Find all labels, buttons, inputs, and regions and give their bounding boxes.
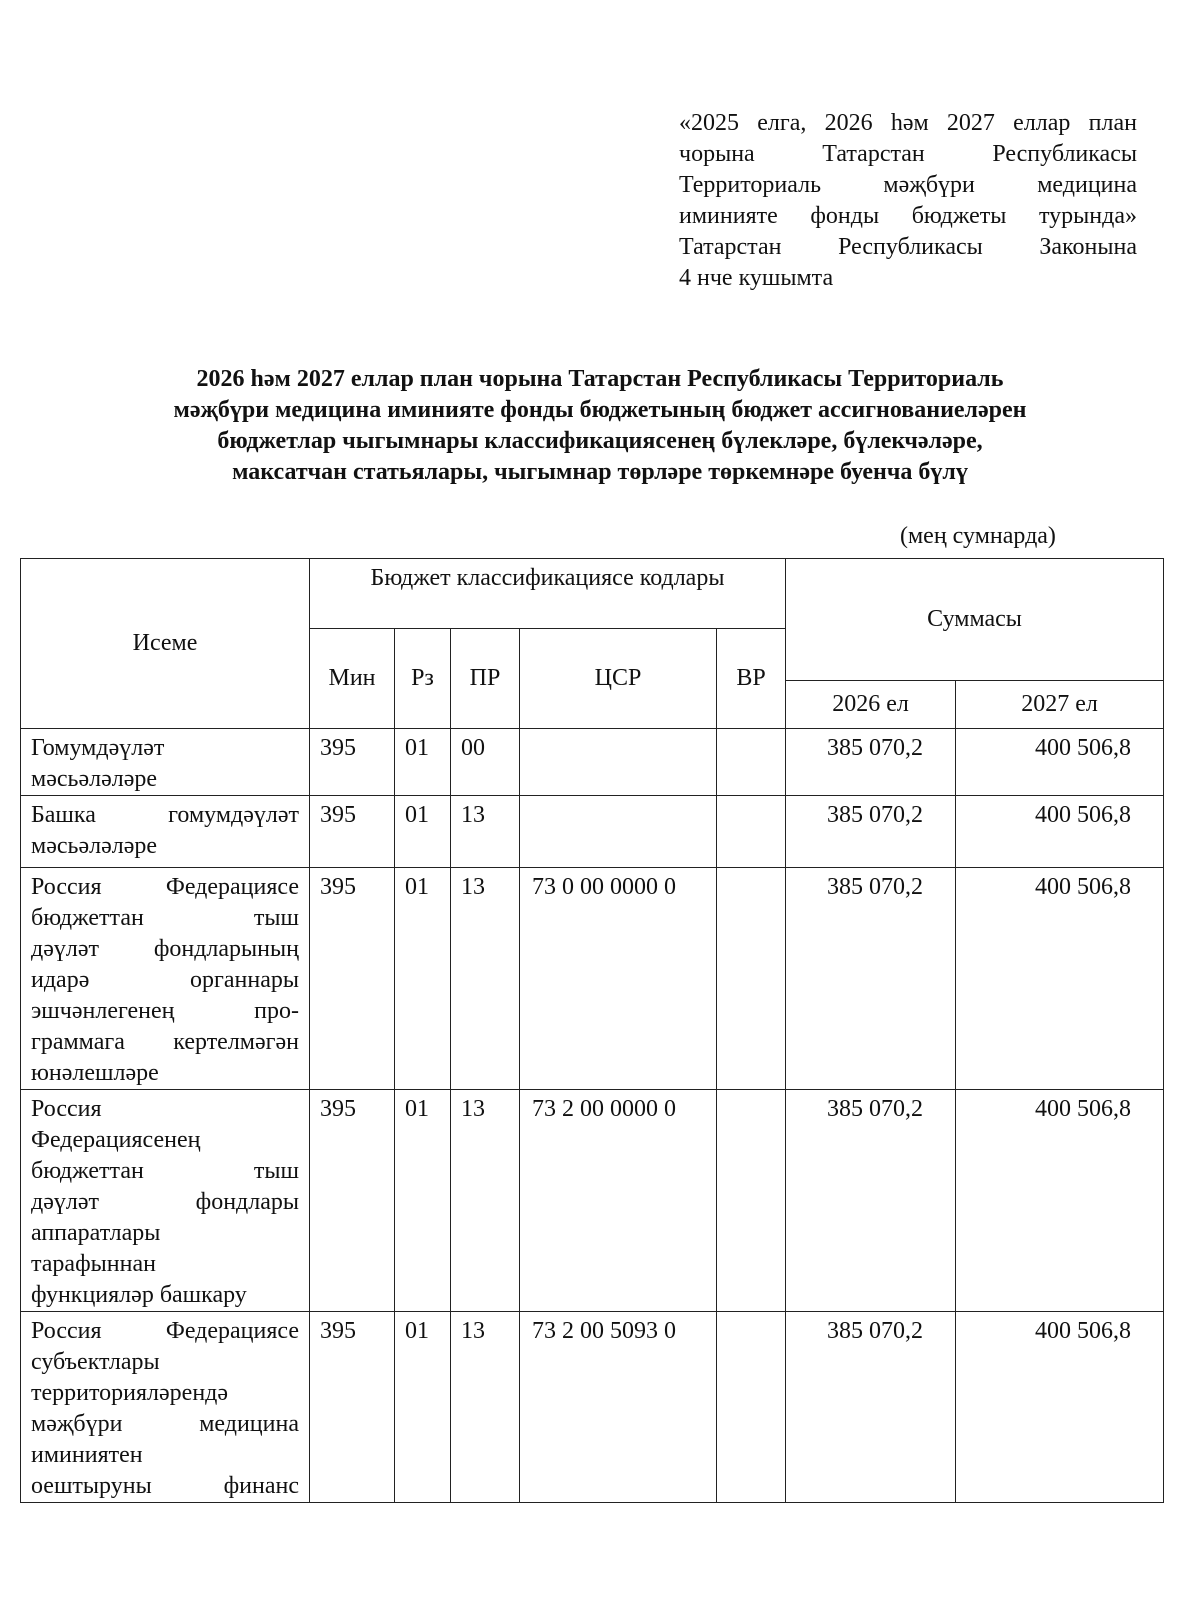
units-note: (мең сумнарда) [900, 523, 1056, 549]
table-row [21, 1312, 1164, 1503]
row-name-line: бюджеттан тыш [31, 1158, 299, 1184]
row-name-line: Россия Федерациясе [31, 874, 299, 900]
appendix-header-line: «2025 елга, 2026 һәм 2027 еллар план [679, 110, 1137, 136]
row-name-line: субъектлары [31, 1349, 160, 1375]
row-name-line: оештыруны финанс [31, 1473, 299, 1499]
appendix-header [679, 108, 1137, 294]
appendix-header-line: Территориаль мәҗбүри медицина [679, 172, 1137, 198]
row-sum-2027: 400 506,8 [956, 729, 1164, 796]
appendix-header-line: иминияте фонды бюджеты турында» [679, 203, 1137, 229]
row-name-line: дәүләт фондлары [31, 1189, 299, 1215]
row-pr: 13 [451, 868, 520, 1090]
row-vr [717, 868, 786, 1090]
row-pr: 13 [451, 1312, 520, 1503]
row-name [21, 729, 310, 796]
row-rz: 01 [395, 796, 451, 868]
row-name-line: дәүләт фондларының [31, 936, 299, 962]
table-row [21, 796, 1164, 868]
row-name [21, 1312, 310, 1503]
row-name-line: мәсьәләләре [31, 833, 157, 859]
header-year-2026: 2026 ел [786, 681, 956, 729]
row-sum-2027: 400 506,8 [956, 868, 1164, 1090]
row-name-line: функцияләр башкару [31, 1282, 247, 1308]
header-sums-group: Суммасы [786, 559, 1164, 681]
row-min: 395 [310, 868, 395, 1090]
row-csr [520, 729, 717, 796]
appendix-header-line: чорына Татарстан Республикасы [679, 141, 1137, 167]
row-rz: 01 [395, 729, 451, 796]
document-title [60, 364, 1140, 488]
row-name-line: бюджеттан тыш [31, 905, 299, 931]
row-pr: 13 [451, 1090, 520, 1312]
table-row [21, 729, 1164, 796]
row-rz: 01 [395, 1312, 451, 1503]
row-csr: 73 2 00 5093 0 [520, 1312, 717, 1503]
row-name-line: мәҗбүри медицина [31, 1411, 299, 1437]
row-sum-2026: 385 070,2 [786, 868, 956, 1090]
row-name-line: Россия Федерациясе [31, 1318, 299, 1344]
row-sum-2026: 385 070,2 [786, 1090, 956, 1312]
row-name [21, 868, 310, 1090]
row-vr [717, 1312, 786, 1503]
row-name-line: территорияләрендә [31, 1380, 229, 1406]
table-row [21, 868, 1164, 1090]
row-name [21, 796, 310, 868]
header-csr: ЦСР [520, 629, 717, 729]
row-min: 395 [310, 1312, 395, 1503]
header-vr: ВР [717, 629, 786, 729]
row-sum-2026: 385 070,2 [786, 729, 956, 796]
row-name-line: Россия [31, 1096, 102, 1122]
budget-table [20, 558, 1164, 1503]
row-pr: 00 [451, 729, 520, 796]
document-title-line: 2026 һәм 2027 еллар план чорына Татарстан Республикасы Территориаль [196, 366, 1004, 392]
row-rz: 01 [395, 1090, 451, 1312]
document-title-line: максатчан статьялары, чыгымнар төрләре төркемнәре буенча бүлү [232, 459, 968, 485]
header-min: Мин [310, 629, 395, 729]
row-vr [717, 1090, 786, 1312]
row-csr [520, 796, 717, 868]
row-name-line: тарафыннан [31, 1251, 156, 1277]
header-pr: ПР [451, 629, 520, 729]
document-title-line: мәҗбүри медицина иминияте фонды бюджетының бюджет ассигнованиеләрен [173, 397, 1027, 423]
row-name-line: юнәлешләре [31, 1060, 159, 1086]
row-min: 395 [310, 1090, 395, 1312]
row-name-line: мәсьәләләре [31, 766, 157, 792]
row-sum-2026: 385 070,2 [786, 1312, 956, 1503]
row-sum-2027: 400 506,8 [956, 1090, 1164, 1312]
header-name: Исеме [21, 559, 310, 729]
table-row [21, 1090, 1164, 1312]
row-min: 395 [310, 729, 395, 796]
row-csr: 73 0 00 0000 0 [520, 868, 717, 1090]
row-csr: 73 2 00 0000 0 [520, 1090, 717, 1312]
header-year-2027: 2027 ел [956, 681, 1164, 729]
row-name-line: аппаратлары [31, 1220, 161, 1246]
row-rz: 01 [395, 868, 451, 1090]
document-title-line: бюджетлар чыгымнары классификациясенең бүлекләре, бүлекчәләре, [217, 428, 983, 454]
row-pr: 13 [451, 796, 520, 868]
row-name-line: идарә органнары [31, 967, 299, 993]
row-name [21, 1090, 310, 1312]
row-vr [717, 796, 786, 868]
row-vr [717, 729, 786, 796]
row-name-line: эшчәнлегенең про- [31, 998, 299, 1024]
appendix-header-line: Татарстан Республикасы Законына [679, 234, 1137, 260]
row-name-line: иминиятен [31, 1442, 143, 1468]
row-name-line: Гомумдәүләт [31, 735, 165, 761]
header-codes-group: Бюджет классификациясе кодлары [310, 559, 786, 629]
header-rz: Рз [395, 629, 451, 729]
row-name-line: Федерациясенең [31, 1127, 201, 1153]
row-sum-2026: 385 070,2 [786, 796, 956, 868]
row-min: 395 [310, 796, 395, 868]
appendix-header-line: 4 нче кушымта [679, 265, 834, 291]
row-name-line: граммага кертелмәгән [31, 1029, 299, 1055]
row-sum-2027: 400 506,8 [956, 796, 1164, 868]
row-name-line: Башка гомумдәүләт [31, 802, 299, 828]
row-sum-2027: 400 506,8 [956, 1312, 1164, 1503]
